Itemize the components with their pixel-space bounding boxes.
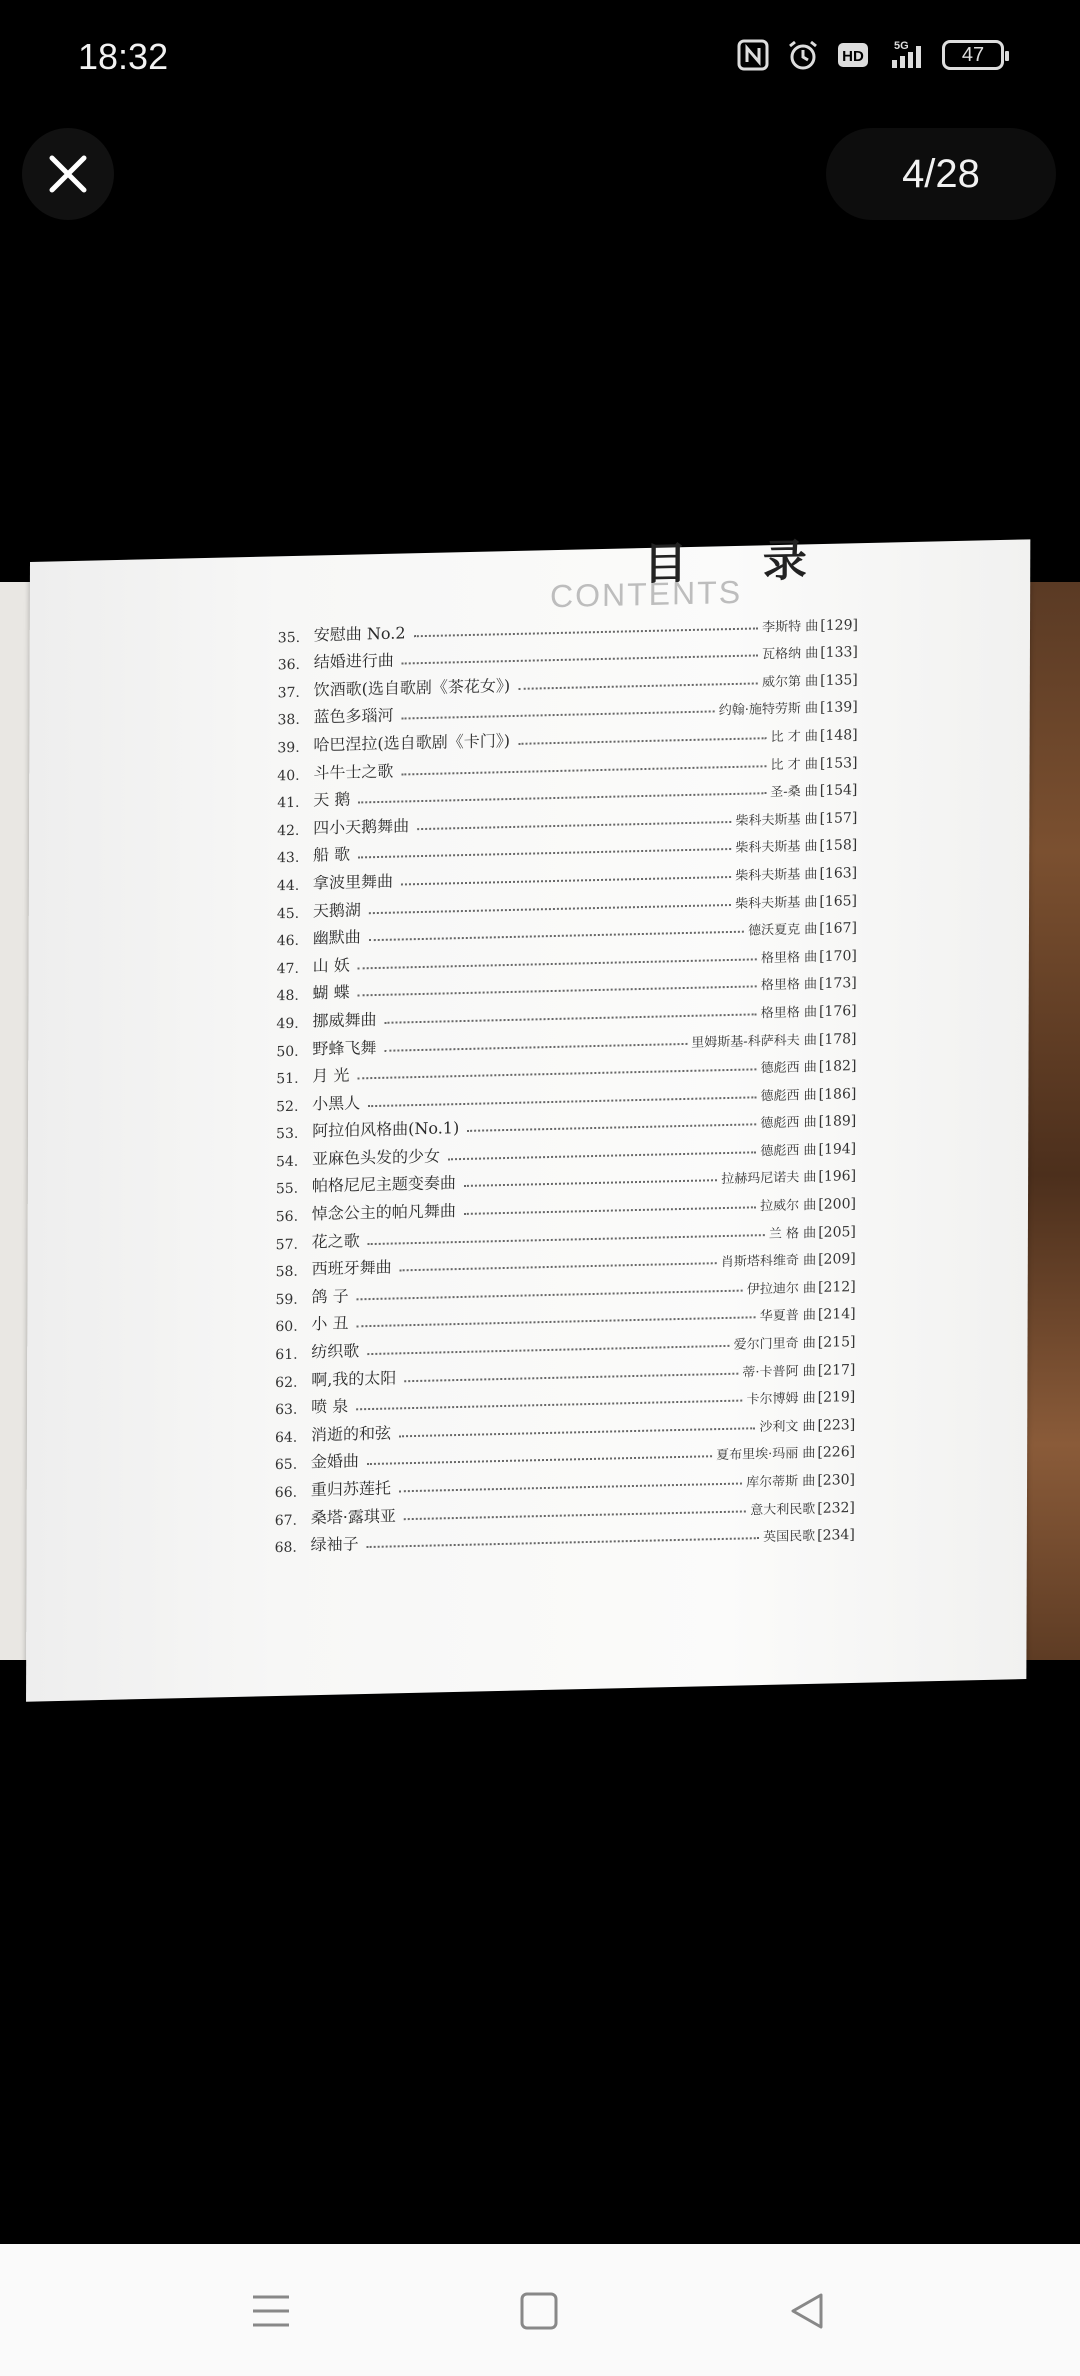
toc-entry-page: [230] (817, 1471, 856, 1489)
toc-entry-page: [226] (817, 1444, 856, 1462)
toc-entry-page: [234] (817, 1527, 855, 1544)
toc-entry-number: 51. (276, 1070, 299, 1088)
page-heading: 目 录 (643, 534, 837, 591)
svg-text:HD: HD (842, 48, 864, 65)
toc-entry-composer: 德沃夏克 曲 (748, 922, 818, 939)
toc-entry-number: 68. (274, 1539, 297, 1557)
toc-leader-dots (402, 711, 715, 720)
toc-entry-number: 37. (277, 684, 300, 702)
toc-entry-number: 38. (277, 712, 300, 729)
toc-entry-page: [133] (820, 644, 858, 662)
toc-entry-number: 59. (275, 1291, 298, 1309)
status-time: 18:32 (78, 36, 169, 77)
toc-entry-title: 天 鹅 (313, 789, 351, 810)
toc-entry-number: 40. (277, 767, 300, 784)
toc-entry-page: [186] (818, 1085, 857, 1103)
toc-entry-page: [196] (818, 1168, 857, 1186)
toc-entry-page: [223] (817, 1416, 856, 1434)
toc-entry-number: 56. (275, 1208, 299, 1226)
toc-entry-title: 幽默曲 (312, 927, 361, 948)
toc-entry-title: 月 光 (312, 1065, 350, 1086)
toc-entry-number: 64. (274, 1429, 298, 1446)
toc-entry-title: 哈巴涅拉(选自歌剧《卡门》) (313, 731, 511, 755)
toc-entry-title: 安慰曲 No.2 (313, 623, 406, 645)
toc-entry-page: [205] (818, 1223, 856, 1241)
toc-entry-page: [212] (817, 1278, 856, 1296)
toc-leader-dots (464, 1206, 756, 1215)
photo-image[interactable] (0, 534, 1080, 1660)
toc-entry-number: 54. (275, 1153, 299, 1171)
toc-entry-title: 鸽 子 (311, 1286, 349, 1307)
toc-entry-title: 绿袖子 (310, 1534, 359, 1555)
battery-icon (942, 40, 1004, 70)
toc-entry-number: 61. (275, 1346, 298, 1364)
toc-entry-number: 48. (276, 988, 299, 1005)
toc-entry-composer: 柴科夫斯基 曲 (735, 811, 818, 829)
back-icon (787, 2291, 827, 2331)
toc-entry-page: [217] (817, 1361, 856, 1379)
toc-entry-composer: 瓦格纳 曲 (762, 646, 819, 663)
toc-entry-number: 66. (274, 1484, 298, 1502)
toc-entry-page: [165] (819, 892, 858, 910)
menu-icon (249, 2291, 293, 2331)
toc-leader-dots (518, 682, 758, 689)
toc-entry-page: [209] (818, 1251, 856, 1269)
toc-leader-dots (417, 821, 731, 830)
toc-entry-composer: 德彪西 曲 (760, 1115, 817, 1132)
toc-entry-composer: 比 才 曲 (770, 756, 818, 773)
toc-entry-title: 结婚进行曲 (313, 650, 394, 672)
contents-heading: CONTENTS (549, 573, 743, 615)
toc-entry-composer: 约翰·施特劳斯 曲 (718, 701, 819, 719)
toc-entry-page: [157] (819, 809, 858, 827)
toc-entry-page: [139] (820, 699, 858, 717)
toc-entry-page: [219] (817, 1389, 856, 1407)
toc-entry-title: 阿拉伯风格曲(No.1) (312, 1118, 460, 1141)
toc-entry-page: [200] (818, 1196, 856, 1213)
toc-entry-composer: 格里格 曲 (760, 977, 818, 994)
toc-entry-title: 四小天鹅舞曲 (313, 816, 410, 838)
toc-entry-title: 小黑人 (312, 1093, 361, 1114)
toc-entry-number: 49. (276, 1015, 299, 1033)
toc-entry-page: [167] (819, 920, 857, 938)
toc-entry-title: 蝴 蝶 (312, 982, 350, 1003)
toc-entry-number: 42. (277, 822, 300, 840)
toc-entry-composer: 格里格 曲 (760, 949, 818, 966)
toc-entry-composer: 夏布里埃·玛丽 曲 (716, 1446, 816, 1464)
toc-entry-title: 西班牙舞曲 (311, 1257, 392, 1279)
book-page (26, 534, 1030, 1701)
status-bar (0, 0, 1080, 120)
toc-entry-title: 山 妖 (312, 955, 350, 976)
toc-entry-number: 60. (275, 1319, 298, 1336)
toc-entry-composer: 柴科夫斯基 曲 (735, 866, 818, 884)
toc-entry-number: 53. (276, 1126, 299, 1143)
toc-entry-number: 39. (277, 739, 300, 757)
toc-entry-page: [194] (818, 1140, 857, 1158)
toc-entry-title: 金婚曲 (310, 1451, 359, 1472)
toc-entry-title: 饮酒歌(选自歌剧《茶花女》) (313, 675, 511, 700)
toc-entry-composer: 肖斯塔科维奇 曲 (720, 1253, 817, 1271)
toc-entry-composer: 英国民歌 (763, 1529, 816, 1546)
toc-entry-page: [148] (819, 727, 858, 744)
back-button[interactable] (762, 2266, 852, 2356)
toc-entry-number: 35. (277, 629, 301, 646)
toc-entry-title: 花之歌 (311, 1230, 360, 1252)
toc-entry-composer: 格里格 曲 (760, 1004, 817, 1022)
close-icon (46, 152, 90, 196)
toc-entry-page: [182] (818, 1058, 857, 1076)
toc-entry-page: [189] (818, 1113, 857, 1131)
toc-entry-number: 43. (276, 850, 300, 867)
toc-entry-composer: 库尔蒂斯 曲 (746, 1473, 816, 1491)
toc-entry-composer: 蒂·卡普阿 曲 (742, 1363, 816, 1381)
toc-entry-number: 52. (276, 1098, 299, 1115)
toc-entry-composer: 李斯特 曲 (762, 618, 819, 635)
toc-leader-dots (518, 737, 767, 745)
toc-entry-page: [176] (818, 1003, 857, 1020)
toc-entry-composer: 比 才 曲 (770, 729, 818, 746)
toc-entry-composer: 柴科夫斯基 曲 (735, 894, 818, 912)
alarm-icon (786, 38, 820, 72)
toc-entry-page: [158] (819, 837, 858, 855)
home-icon (519, 2291, 559, 2331)
toc-leader-dots (400, 1262, 717, 1271)
toc-entry-page: [215] (817, 1334, 856, 1351)
toc-entry-number: 50. (276, 1043, 299, 1060)
toc-entry-number: 58. (275, 1263, 298, 1281)
battery-level: 47 (961, 43, 985, 66)
toc-entry-composer: 圣-桑 曲 (770, 784, 818, 801)
toc-entry-title: 蓝色多瑙河 (313, 706, 394, 727)
toc-entry-number: 67. (274, 1512, 298, 1529)
toc-entry-composer: 德彪西 曲 (760, 1142, 817, 1160)
page-indicator (826, 128, 1056, 220)
toc-entry-number: 47. (276, 960, 299, 977)
svg-text:5G: 5G (894, 40, 909, 52)
toc-entry-page: [153] (819, 754, 858, 772)
table-of-contents (275, 605, 858, 1556)
toc-entry-title: 斗牛士之歌 (313, 761, 394, 783)
toc-entry-title: 纺织歌 (311, 1341, 360, 1362)
toc-entry-number: 55. (275, 1181, 299, 1198)
toc-entry-page: [214] (817, 1306, 856, 1324)
toc-entry-page: [173] (819, 975, 857, 993)
toc-entry-page: [163] (819, 865, 858, 882)
toc-entry-page: [232] (817, 1499, 855, 1517)
nfc-icon (736, 38, 770, 72)
toc-entry-composer: 柴科夫斯基 曲 (735, 839, 818, 857)
toc-leader-dots (384, 1042, 687, 1051)
toc-entry-composer: 拉威尔 曲 (760, 1198, 817, 1215)
toc-entry-title: 拿波里舞曲 (312, 871, 394, 893)
toc-entry-title: 桑塔·露琪亚 (310, 1505, 396, 1527)
toc-entry-composer: 威尔第 曲 (761, 673, 819, 691)
toc-entry-title: 重归苏莲托 (310, 1478, 391, 1500)
toc-entry-title: 悼念公主的帕凡舞曲 (311, 1201, 456, 1224)
toc-entry-composer: 爱尔门里奇 曲 (733, 1335, 816, 1353)
toc-entry-title: 挪威舞曲 (312, 1009, 377, 1031)
navigation-bar (0, 2244, 1080, 2376)
toc-entry-number: 44. (276, 877, 300, 895)
toc-leader-dots (464, 1180, 717, 1188)
toc-leader-dots (367, 1537, 759, 1548)
toc-entry-composer: 拉赫玛尼诺夫 曲 (721, 1170, 817, 1188)
toc-leader-dots (467, 1124, 756, 1133)
toc-entry-title: 船 歌 (313, 844, 351, 865)
toc-leader-dots (448, 1151, 756, 1160)
hd-icon (836, 38, 870, 72)
toc-entry-title: 喷 泉 (311, 1396, 349, 1417)
status-icons (736, 38, 1004, 72)
toc-entry-composer: 卡尔博姆 曲 (746, 1391, 816, 1408)
toc-entry-number: 36. (277, 657, 301, 674)
toc-entry-page: [178] (818, 1030, 857, 1048)
toc-entry-title: 帕格尼尼主题变奏曲 (311, 1173, 456, 1196)
toc-entry-number: 63. (275, 1401, 298, 1419)
toc-entry-composer: 德彪西 曲 (760, 1087, 817, 1104)
toc-entry-composer: 兰 格 曲 (768, 1225, 817, 1242)
toc-entry-composer: 里姆斯基-科萨科夫 曲 (691, 1032, 817, 1051)
toc-entry-composer: 意大利民歌 (750, 1501, 816, 1518)
toc-entry-page: [170] (819, 947, 857, 965)
toc-entry-number: 65. (274, 1457, 298, 1474)
toc-entry-title: 天鹅湖 (312, 899, 361, 920)
toc-leader-dots (401, 876, 731, 885)
toc-entry-title: 亚麻色头发的少女 (311, 1146, 441, 1169)
toc-entry-page: [154] (819, 782, 858, 800)
toc-entry-number: 57. (275, 1236, 298, 1253)
toc-entry-title: 野蜂飞舞 (312, 1037, 377, 1058)
toc-entry-title: 啊,我的太阳 (311, 1368, 397, 1389)
toc-entry-number: 45. (276, 905, 300, 922)
page-indicator-text: 4/28 (902, 151, 980, 196)
toc-entry-page: [129] (820, 616, 859, 634)
toc-entry-composer: 德彪西 曲 (760, 1060, 817, 1077)
5g-signal-icon (886, 38, 926, 72)
menu-button[interactable] (226, 2266, 316, 2356)
toc-entry-title: 消逝的和弦 (310, 1423, 392, 1445)
toc-entry-number: 46. (276, 932, 300, 950)
toc-entry-number: 62. (275, 1374, 298, 1391)
toc-entry-title: 小 丑 (311, 1313, 349, 1334)
close-button[interactable] (22, 128, 114, 220)
toc-entry-composer: 伊拉迪尔 曲 (746, 1280, 817, 1298)
toc-entry-composer: 华夏普 曲 (759, 1308, 816, 1325)
home-button[interactable] (494, 2266, 584, 2356)
toc-entry-number: 41. (277, 794, 300, 812)
toc-entry-page: [135] (820, 671, 858, 689)
toc-entry-composer: 沙利文 曲 (759, 1418, 816, 1435)
